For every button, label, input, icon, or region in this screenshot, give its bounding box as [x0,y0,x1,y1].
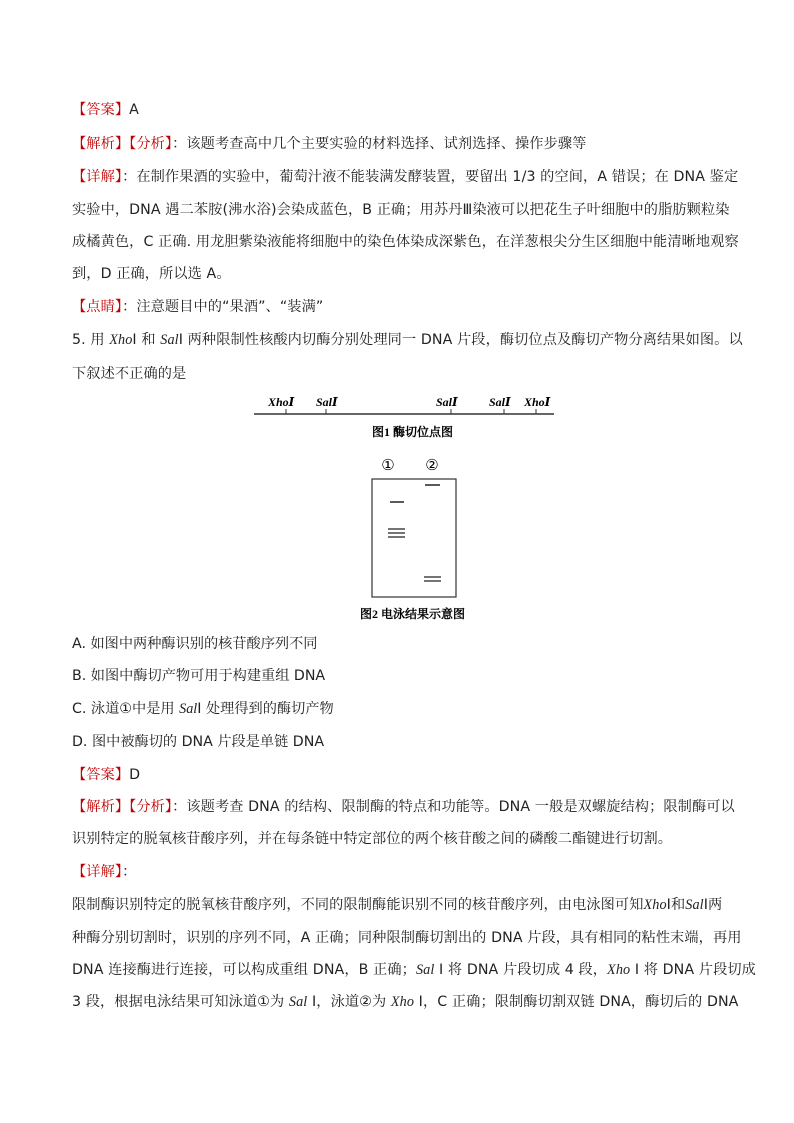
detail-label: 【详解】 [72,169,123,185]
lane-2-label: ② [425,458,439,474]
option-a: A. 如图中两种酶识别的核苷酸序列不同 [72,636,318,652]
conjunction: 和 [141,332,156,348]
q4-detail-line-4: 到，D 正确，所以选 A。 [72,266,231,282]
gel-frame [372,479,456,597]
question-number: 5. 用 [72,332,105,348]
roman-numeral: I [439,962,444,978]
q5-detail-line-3 [72,960,756,980]
q4-answer-line [72,100,722,120]
option-c-suffix: 处理得到的酶切产物 [205,701,334,717]
q4-detail-line-1 [72,167,739,187]
site-label-sal-3: SalⅠ [489,395,511,409]
q5-stem-line-1 [72,330,743,350]
detail-text: DNA 连接酶进行连接，可以构成重组 DNA，B 正确； [72,962,416,978]
detail-label: 【详解】 [72,864,123,880]
detail-text: ：在制作果酒的实验中，葡萄汁液不能装满发酵装置，要留出 1/3 的空间，A 错误；在 DNA 鉴定 [122,169,739,185]
detail-text: 限制酶识别特定的脱氧核苷酸序列，不同的限制酶能识别不同的核苷酸序列，由电泳图可知 [72,897,644,913]
detail-text: 和 [670,897,686,913]
detail-text: ，C 正确；限制酶切割双链 DNA，酶切后的 DNA [422,994,739,1010]
q4-detail-line-3: 成橘黄色，C 正确. 用龙胆紫染液能将细胞中的染色体染成深紫色，在洋葱根尖分生区细胞中能清晰地观察 [72,234,739,250]
analysis-label: 【解析】 [72,136,130,152]
lane-1-label: ① [381,458,395,474]
site-label-sal-2: SalⅠ [436,395,458,409]
enzyme-sal: Sal [685,897,704,913]
enzyme-xho: Xho [607,962,631,978]
roman-numeral: I [132,332,137,348]
site-label-sal-1: SalⅠ [316,395,338,409]
detail-text: 3 段，根据电泳结果可知泳道①为 [72,994,285,1010]
q5-analysis-line-1 [72,797,735,817]
enzyme-xho: Xho [390,994,415,1010]
detail-colon: ： [122,864,137,880]
detail-text: 两 [708,897,723,913]
option-c [72,699,334,719]
enzyme-sal: Sal [160,332,179,348]
option-b: B. 如图中酶切产物可用于构建重组 DNA [72,668,326,684]
q4-tip-line [72,297,722,317]
analysis-sub-label: 【分析】 [129,799,173,815]
restriction-site-figure [250,390,560,446]
analysis-label: 【解析】 [72,799,130,815]
enzyme-sal: Sal [288,994,308,1010]
analysis-text: ：该题考查 DNA 的结构、限制酶的特点和功能等。DNA 一般是双螺旋结构；限制酶可以 [172,799,735,815]
enzyme-sal: Sal [415,962,435,978]
site-label-xho-right: XhoⅠ [524,395,551,409]
tip-text: ：注意题目中的“果酒”、“装满” [122,299,324,315]
answer-label: 【答案】 [72,102,130,118]
q5-detail-line-4 [72,992,739,1012]
roman-numeral: I [178,332,183,348]
q5-detail-label-line [72,862,722,882]
roman-numeral: I [418,994,423,1010]
q4-detail-line-2: 实验中，DNA 遇二苯胺(沸水浴)会染成蓝色，B 正确；用苏丹Ⅲ染液可以把花生子叶细胞中的脂肪颗粒染 [72,202,730,218]
stem-text: 两种限制性核酸内切酶分别处理同一 DNA 片段，酶切位点及酶切产物分离结果如图。以 [187,332,743,348]
q5-answer-line [72,765,722,785]
answer-label: 【答案】 [72,767,130,783]
option-c-prefix: C. 泳道①中是用 [72,701,175,717]
roman-numeral: I [311,994,317,1010]
answer-value: A [129,102,139,118]
enzyme-xho: Xho [643,897,667,913]
site-label-xho-left: XhoⅠ [268,395,295,409]
q5-detail-line-2: 种酶分别切割时，识别的序列不同，A 正确；同种限制酶切割出的 DNA 片段，具有相同的粘性末端，再用 [72,930,742,946]
detail-text: 将 DNA 片段切成 [643,962,756,978]
analysis-text: ：该题考查高中几个主要实验的材料选择、试剂选择、操作步骤等 [172,136,587,152]
electrophoresis-figure [352,452,482,626]
q4-analysis-line [72,134,722,154]
analysis-sub-label: 【分析】 [129,136,173,152]
answer-value: D [129,767,141,783]
q5-stem-line-2: 下叙述不正确的是 [72,366,187,382]
option-d: D. 图中被酶切的 DNA 片段是单链 DNA [72,734,325,750]
figure2-caption: 图2 电泳结果示意图 [360,607,466,621]
roman-numeral: I [666,897,671,913]
roman-numeral: I [197,701,202,717]
detail-text: ，泳道②为 [316,994,387,1010]
enzyme-sal: Sal [179,701,198,717]
q5-detail-line-1 [72,895,722,915]
roman-numeral: I [634,962,640,978]
detail-text: 将 DNA 片段切成 4 段， [447,962,608,978]
roman-numeral: I [703,897,708,913]
figure1-caption: 图1 酶切位点图 [372,425,454,439]
q5-analysis-line-2: 识别特定的脱氧核苷酸序列，并在每条链中特定部位的两个核苷酸之间的磷酸二酯键进行切割。 [72,831,673,847]
tip-label: 【点睛】 [72,299,123,315]
enzyme-xho: Xho [109,332,133,348]
